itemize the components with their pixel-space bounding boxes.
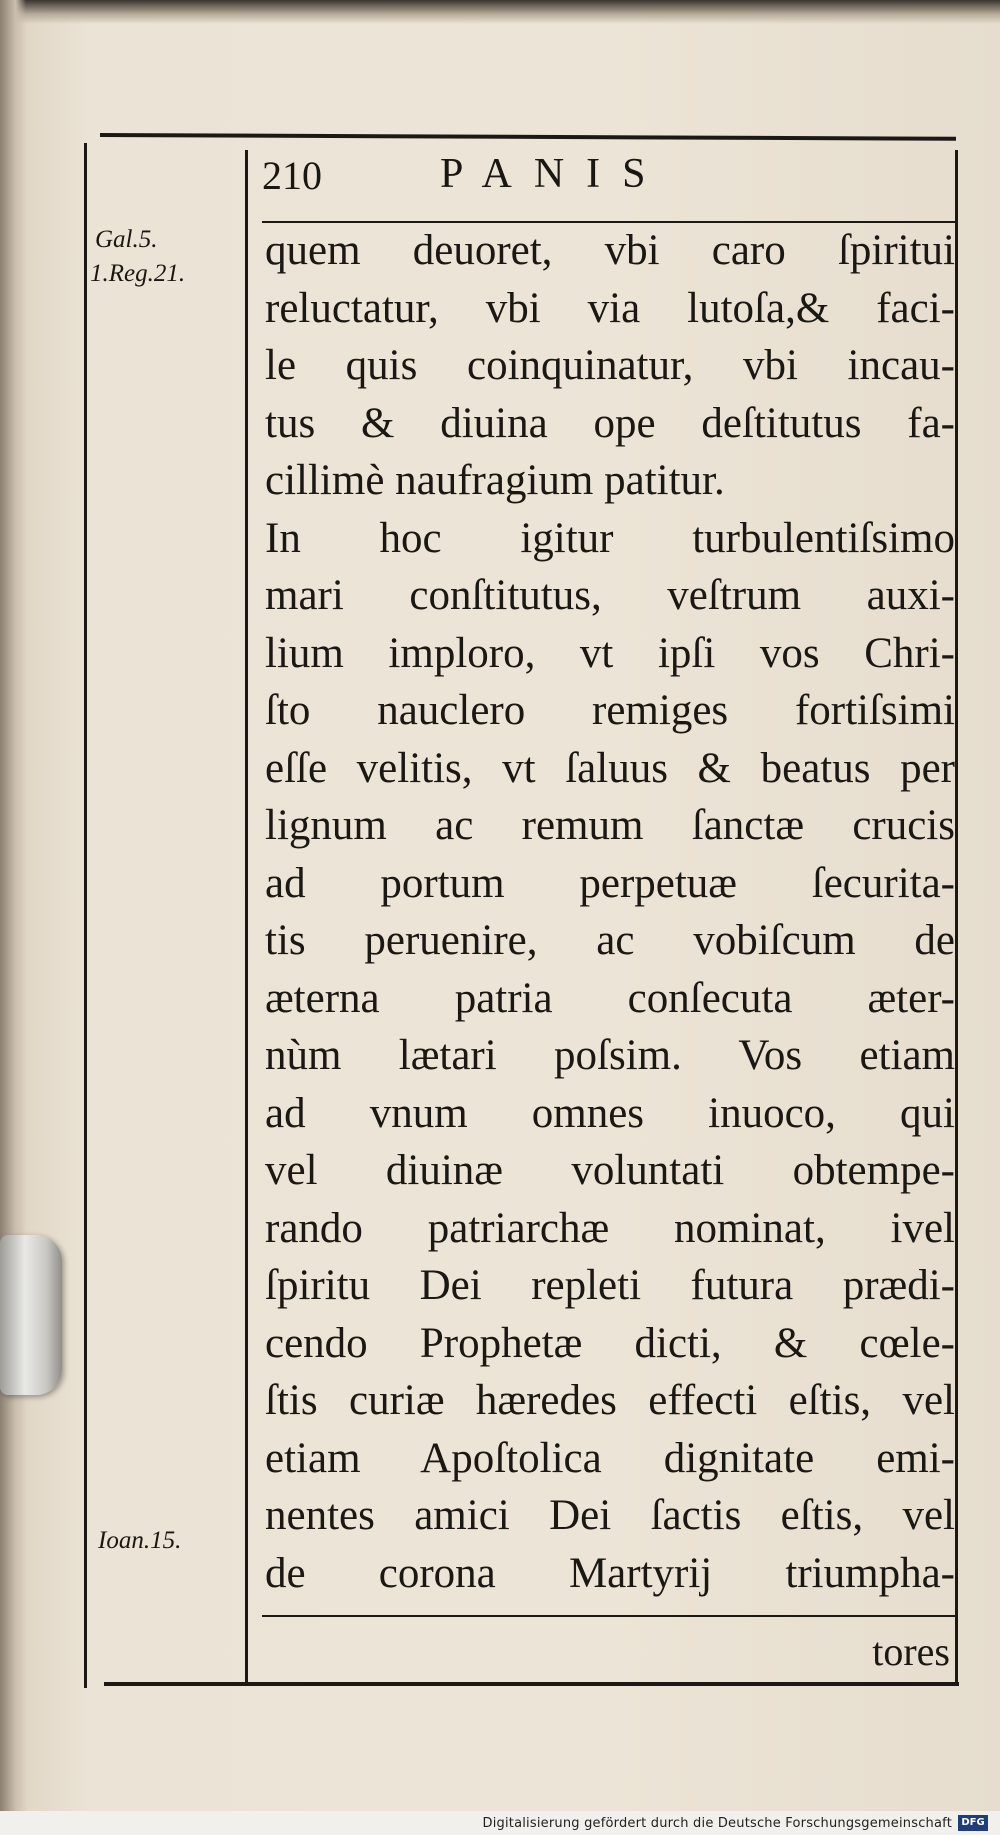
text-line: mari conſtitutus, veſtrum auxi- bbox=[265, 572, 955, 619]
text-line: ad vnum omnes inuoco, qui bbox=[265, 1089, 955, 1137]
text-line: eſſe velitis, vt ſaluus & beatus per bbox=[265, 744, 955, 792]
spine-edge bbox=[0, 0, 26, 1835]
text-line: etiam Apoſtolica dignitate emi- bbox=[265, 1434, 955, 1482]
dfg-logo-icon: DFG bbox=[958, 1815, 988, 1831]
body-text bbox=[265, 222, 955, 1602]
frame-top-rule bbox=[100, 133, 956, 141]
frame-outer-left-rule bbox=[84, 143, 87, 1688]
text-line: ſto nauclero remiges fortiſsimi bbox=[265, 687, 955, 734]
page-clip bbox=[0, 1235, 62, 1395]
text-line: quem deuoret, vbi caro ſpiritui bbox=[265, 227, 955, 274]
text-line: tis peruenire, ac vobiſcum de bbox=[265, 917, 955, 964]
frame-right-rule bbox=[955, 150, 958, 1685]
catchword: tores bbox=[872, 1629, 950, 1674]
text-line: de corona Martyrij triumpha- bbox=[265, 1549, 955, 1597]
page-number: 210 bbox=[262, 153, 322, 198]
text-line: cendo Prophetæ dicti, & cœle- bbox=[265, 1319, 955, 1367]
text-line: cillimè naufragium patitur. bbox=[265, 457, 725, 504]
marginal-note: Gal.5. bbox=[95, 226, 158, 253]
text-line: lignum ac remum ſanctæ crucis bbox=[265, 802, 955, 849]
running-head: PANIS bbox=[440, 151, 668, 197]
text-line: ſtis curiæ hæredes effecti eſtis, vel bbox=[265, 1377, 955, 1424]
marginal-note: 1.Reg.21. bbox=[90, 260, 186, 287]
text-line: ad portum perpetuæ ſecurita- bbox=[265, 859, 955, 907]
text-line: tus & diuina ope deſtitutus fa- bbox=[265, 399, 955, 447]
text-line: nentes amici Dei ſactis eſtis, vel bbox=[265, 1492, 955, 1539]
text-line: lium imploro, vt ipſi vos Chri- bbox=[265, 629, 955, 677]
text-line: vel diuinæ voluntati obtempe- bbox=[265, 1147, 955, 1194]
margin-column-rule bbox=[245, 150, 248, 1682]
footer-rule bbox=[262, 1615, 955, 1617]
credit-text: Digitalisierung gefördert durch die Deutsche Forschungsgemeinschaft bbox=[482, 1816, 952, 1831]
text-line: rando patriarchæ nominat, ivel bbox=[265, 1204, 955, 1252]
text-line: In hoc igitur turbulentiſsimo bbox=[265, 514, 955, 562]
marginal-note: Ioan.15. bbox=[98, 1527, 182, 1554]
frame-bottom-rule bbox=[104, 1682, 959, 1686]
text-line: reluctatur, vbi via lutoſa,& faci- bbox=[265, 284, 955, 332]
text-line: æterna patria conſecuta æter- bbox=[265, 974, 955, 1022]
text-line: ſpiritu Dei repleti futura prædi- bbox=[265, 1262, 955, 1309]
top-shadow bbox=[0, 0, 1000, 24]
credit-bar bbox=[0, 1811, 1000, 1835]
text-line: nùm lætari poſsim. Vos etiam bbox=[265, 1032, 955, 1079]
text-line: le quis coinquinatur, vbi incau- bbox=[265, 342, 955, 389]
